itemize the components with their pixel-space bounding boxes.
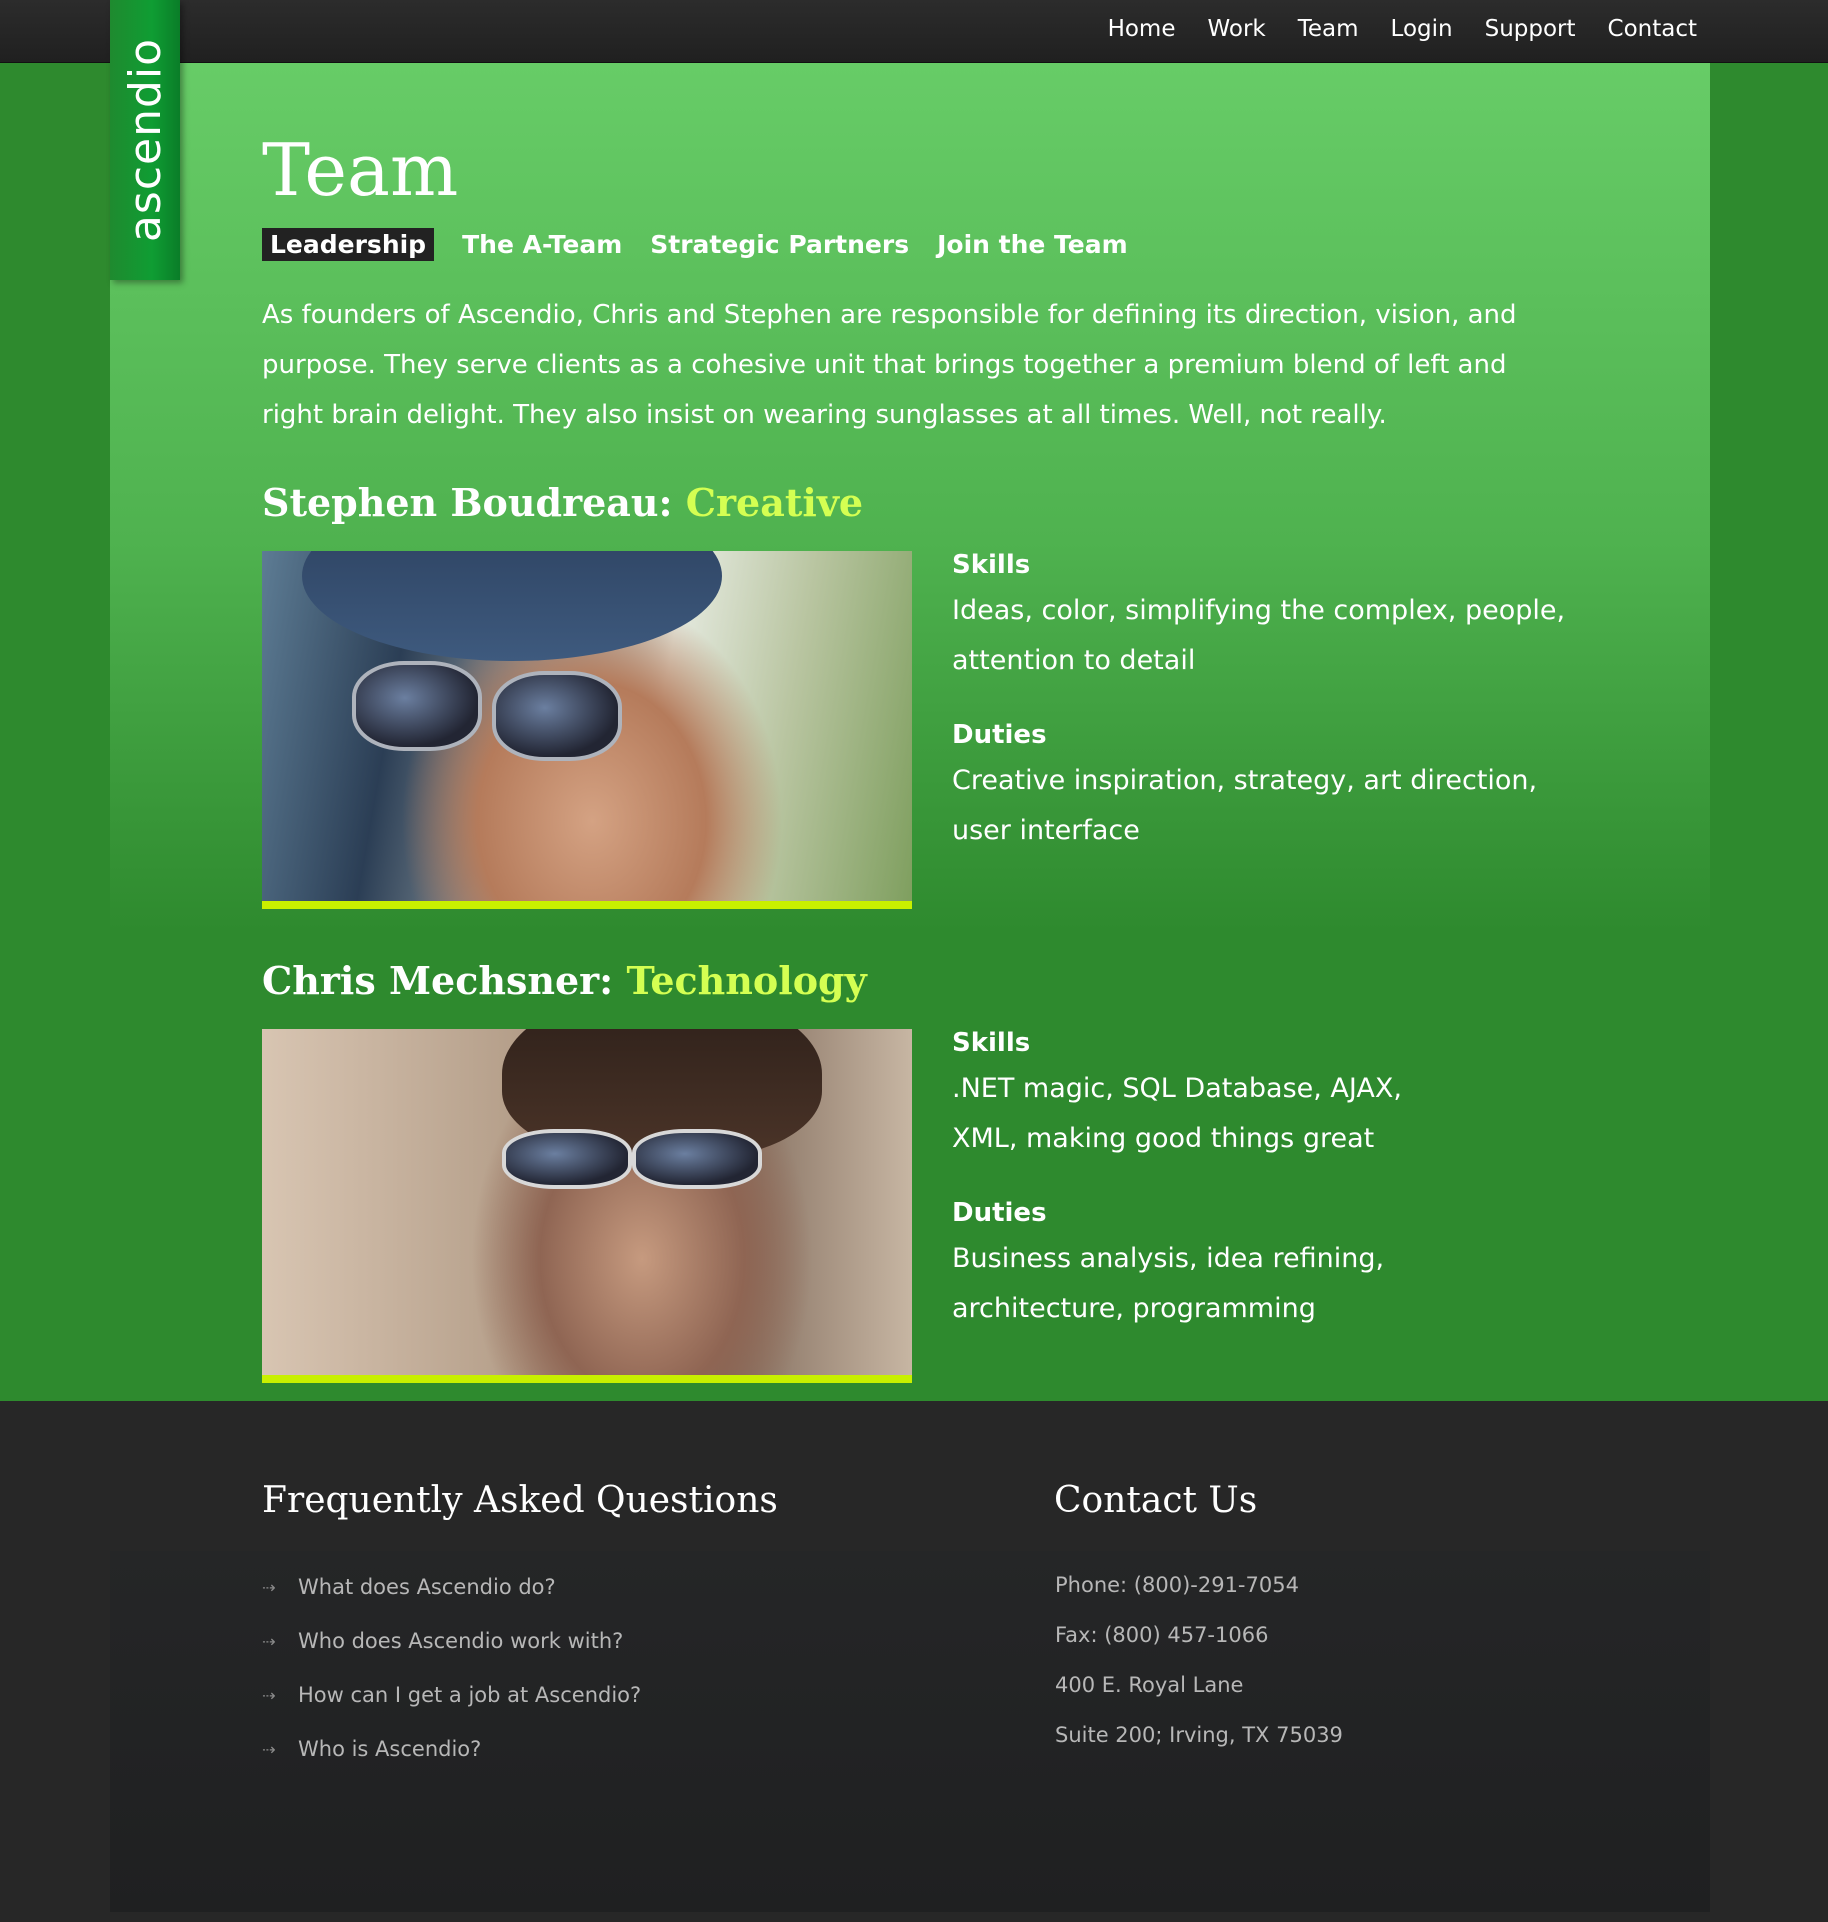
contact-heading: Contact Us bbox=[1054, 1480, 1258, 1521]
stephen-photo bbox=[262, 551, 912, 909]
intro-paragraph: As founders of Ascendio, Chris and Stephen are responsible for defining its direction, vision, and purpose. They serve clients as a cohesive unit that brings together a premium blend of left and right brain delight. They also insist on wearing sunglasses at all times. Well, not really. bbox=[262, 300, 1517, 430]
page-title: Team bbox=[262, 128, 459, 212]
stephen-details bbox=[952, 550, 1592, 890]
skills-text: Ideas, color, simplifying the complex, people, attention to detail bbox=[952, 595, 1566, 676]
nav-contact[interactable]: Contact bbox=[1607, 16, 1697, 42]
person-name: Chris Mechsner: bbox=[262, 958, 614, 1003]
logo-tab[interactable] bbox=[110, 0, 180, 280]
faq-link[interactable]: Who does Ascendio work with? bbox=[298, 1629, 624, 1653]
sunglasses-left-lens bbox=[502, 1129, 632, 1189]
duties-label: Duties bbox=[952, 1198, 1047, 1228]
subnav-join-the-team[interactable]: Join the Team bbox=[937, 230, 1128, 259]
person-heading-stephen bbox=[262, 480, 863, 525]
cap-shape bbox=[302, 551, 722, 661]
skills-text: .NET magic, SQL Database, AJAX, XML, making good things great bbox=[952, 1073, 1402, 1154]
nav-support[interactable]: Support bbox=[1484, 16, 1576, 42]
top-navigation-bar bbox=[0, 0, 1828, 63]
sunglasses-right-lens bbox=[492, 671, 622, 761]
team-subnav bbox=[262, 228, 1128, 261]
sunglasses-left-lens bbox=[352, 661, 482, 751]
subnav-a-team[interactable]: The A-Team bbox=[462, 230, 623, 259]
logo-text: ascendio bbox=[119, 37, 171, 243]
faq-item[interactable] bbox=[262, 1560, 641, 1614]
arrow-icon: ⇢ bbox=[262, 1739, 276, 1759]
contact-address-line1: 400 E. Royal Lane bbox=[1055, 1673, 1244, 1697]
subnav-strategic-partners[interactable]: Strategic Partners bbox=[650, 230, 910, 259]
chris-photo bbox=[262, 1029, 912, 1383]
faq-heading: Frequently Asked Questions bbox=[262, 1480, 778, 1521]
nav-work[interactable]: Work bbox=[1207, 16, 1266, 42]
person-heading-chris bbox=[262, 958, 867, 1003]
contact-list bbox=[1055, 1560, 1343, 1760]
arrow-icon: ⇢ bbox=[262, 1631, 276, 1651]
nav-team[interactable]: Team bbox=[1297, 16, 1359, 42]
arrow-icon: ⇢ bbox=[262, 1685, 276, 1705]
main-nav bbox=[1108, 0, 1697, 58]
nav-home[interactable]: Home bbox=[1107, 16, 1176, 42]
contact-fax: Fax: (800) 457-1066 bbox=[1055, 1623, 1269, 1647]
person-role: Creative bbox=[685, 480, 864, 525]
person-name: Stephen Boudreau: bbox=[262, 480, 673, 525]
faq-item[interactable] bbox=[262, 1668, 641, 1722]
nav-login[interactable]: Login bbox=[1390, 16, 1453, 42]
chris-details bbox=[952, 1028, 1592, 1368]
subnav-leadership[interactable]: Leadership bbox=[262, 228, 434, 261]
duties-text: Creative inspiration, strategy, art direction, user interface bbox=[952, 765, 1538, 846]
faq-link[interactable]: How can I get a job at Ascendio? bbox=[298, 1683, 642, 1707]
duties-text: Business analysis, idea refining, architecture, programming bbox=[952, 1243, 1385, 1324]
contact-phone: Phone: (800)-291-7054 bbox=[1055, 1573, 1299, 1597]
duties-label: Duties bbox=[952, 720, 1047, 750]
faq-link[interactable]: Who is Ascendio? bbox=[298, 1737, 482, 1761]
faq-list bbox=[262, 1560, 641, 1776]
person-role: Technology bbox=[626, 958, 867, 1003]
faq-item[interactable] bbox=[262, 1722, 641, 1776]
faq-item[interactable] bbox=[262, 1614, 641, 1668]
contact-address-line2: Suite 200; Irving, TX 75039 bbox=[1055, 1723, 1343, 1747]
faq-link[interactable]: What does Ascendio do? bbox=[298, 1575, 556, 1599]
arrow-icon: ⇢ bbox=[262, 1577, 276, 1597]
sunglasses-right-lens bbox=[632, 1129, 762, 1189]
skills-label: Skills bbox=[952, 1028, 1031, 1058]
skills-label: Skills bbox=[952, 550, 1031, 580]
